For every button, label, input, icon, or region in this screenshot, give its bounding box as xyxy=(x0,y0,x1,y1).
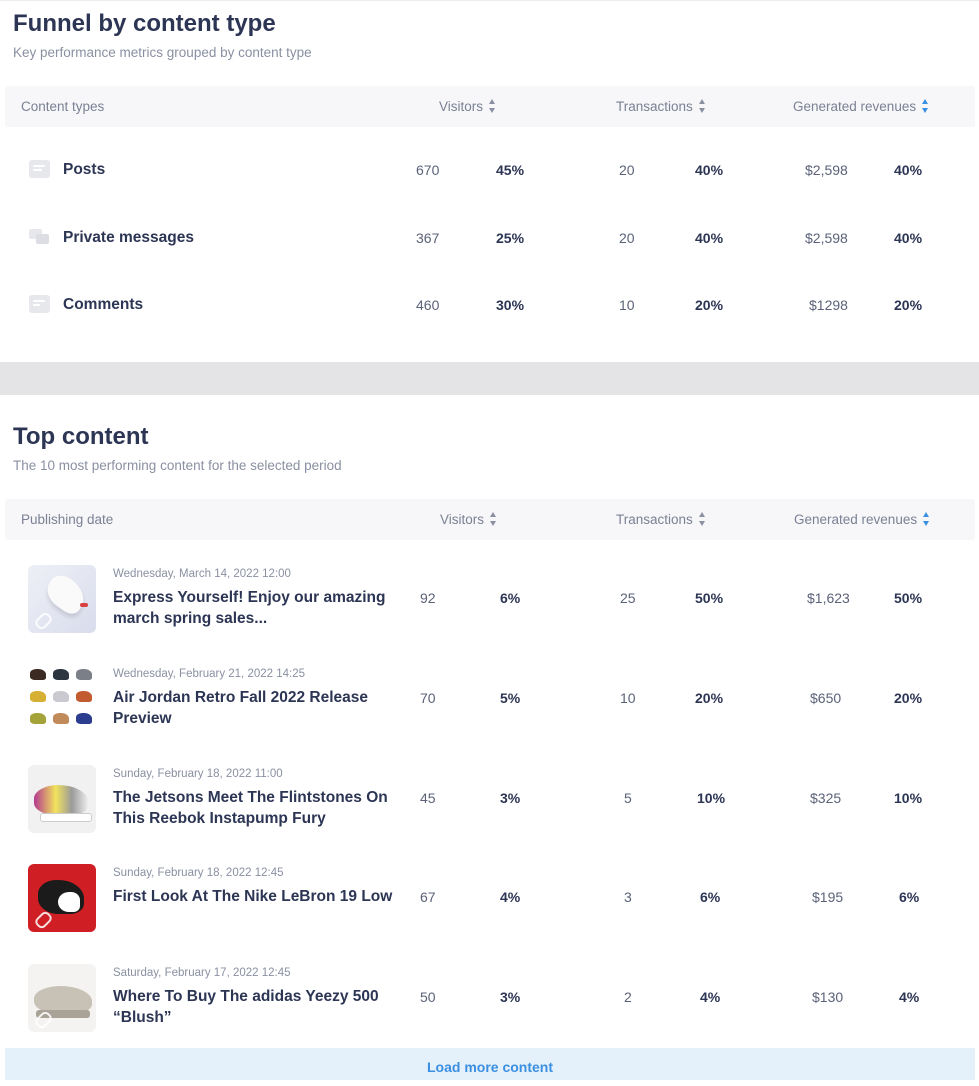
content-title[interactable]: Where To Buy The adidas Yeezy 500 “Blush” xyxy=(113,988,379,1026)
funnel-row-comments[interactable] xyxy=(0,291,979,321)
publishing-date: Wednesday, March 14, 2022 12:00 xyxy=(113,568,291,580)
content-row[interactable] xyxy=(0,864,979,934)
header-visitors-label: Visitors xyxy=(440,512,485,527)
funnel-subtitle: Key performance metrics grouped by content type xyxy=(13,45,312,60)
content-title[interactable]: Express Yourself! Enjoy our amazing march spring sales... xyxy=(113,589,386,627)
content-thumbnail[interactable] xyxy=(28,565,96,633)
content-thumbnail[interactable] xyxy=(28,665,96,733)
revenue-value: $195 xyxy=(812,889,844,905)
transactions-percent: 20% xyxy=(695,297,724,313)
content-row[interactable] xyxy=(0,565,979,635)
revenue-value: $1298 xyxy=(809,297,848,313)
sort-active-icon[interactable] xyxy=(923,512,930,526)
header-revenues[interactable] xyxy=(793,86,929,127)
visitors-value: 460 xyxy=(416,297,440,313)
visitors-value: 367 xyxy=(416,230,440,246)
visitors-percent: 4% xyxy=(500,889,521,905)
post-icon xyxy=(29,160,50,178)
revenue-percent: 20% xyxy=(894,297,923,313)
sort-active-icon[interactable] xyxy=(922,99,929,113)
visitors-value: 70 xyxy=(420,690,436,706)
revenue-percent: 6% xyxy=(899,889,920,905)
publishing-date: Sunday, February 18, 2022 12:45 xyxy=(113,867,284,879)
publishing-date: Saturday, February 17, 2022 12:45 xyxy=(113,967,291,979)
visitors-value: 92 xyxy=(420,590,436,606)
funnel-table-header xyxy=(5,86,975,127)
content-row[interactable] xyxy=(0,964,979,1034)
header-transactions-label: Transactions xyxy=(616,99,693,114)
visitors-percent: 45% xyxy=(496,162,525,178)
transactions-percent: 50% xyxy=(695,590,724,606)
revenue-percent: 10% xyxy=(894,790,923,806)
transactions-value: 2 xyxy=(624,989,632,1005)
transactions-value: 10 xyxy=(619,297,635,313)
revenue-value: $1,623 xyxy=(807,590,850,606)
private-message-icon xyxy=(29,228,50,246)
visitors-percent: 3% xyxy=(500,989,521,1005)
revenue-percent: 40% xyxy=(894,162,923,178)
header-visitors[interactable] xyxy=(439,86,496,127)
transactions-value: 10 xyxy=(620,690,636,706)
content-type-name: Posts xyxy=(63,161,106,178)
content-thumbnail[interactable] xyxy=(28,864,96,932)
visitors-percent: 6% xyxy=(500,590,521,606)
content-row[interactable] xyxy=(0,665,979,735)
funnel-panel xyxy=(0,0,979,363)
content-type-name: Comments xyxy=(63,296,144,313)
visitors-percent: 30% xyxy=(496,297,525,313)
header-revenues-label: Generated revenues xyxy=(794,512,918,527)
sort-icon[interactable] xyxy=(699,512,706,526)
revenue-value: $2,598 xyxy=(805,230,848,246)
content-row[interactable] xyxy=(0,765,979,835)
link-icon xyxy=(33,611,54,632)
content-thumbnail[interactable] xyxy=(28,765,96,833)
revenue-value: $650 xyxy=(810,690,842,706)
transactions-value: 3 xyxy=(624,889,632,905)
sort-icon[interactable] xyxy=(489,99,496,113)
header-visitors[interactable] xyxy=(440,499,497,540)
content-title[interactable]: Air Jordan Retro Fall 2022 Release Preview xyxy=(113,689,369,727)
load-more-button[interactable]: Load more content xyxy=(5,1048,975,1080)
visitors-percent: 5% xyxy=(500,690,521,706)
publishing-date: Sunday, February 18, 2022 11:00 xyxy=(113,768,283,780)
transactions-percent: 6% xyxy=(700,889,721,905)
top-content-title: Top content xyxy=(13,423,149,450)
content-title[interactable]: The Jetsons Meet The Flintstones On This Reebok Instapump Fury xyxy=(113,789,388,827)
visitors-percent: 25% xyxy=(496,230,525,246)
transactions-percent: 10% xyxy=(697,790,726,806)
header-revenues[interactable] xyxy=(794,499,930,540)
header-publishing-date: Publishing date xyxy=(21,512,114,527)
transactions-percent: 4% xyxy=(700,989,721,1005)
section-divider xyxy=(0,362,979,395)
publishing-date: Wednesday, February 21, 2022 14:25 xyxy=(113,668,306,680)
revenue-value: $130 xyxy=(812,989,844,1005)
sort-icon[interactable] xyxy=(699,99,706,113)
visitors-value: 670 xyxy=(416,162,440,178)
header-visitors-label: Visitors xyxy=(439,99,484,114)
funnel-row-private-messages[interactable] xyxy=(0,224,979,254)
revenue-value: $2,598 xyxy=(805,162,848,178)
transactions-percent: 20% xyxy=(695,690,724,706)
top-content-subtitle: The 10 most performing content for the selected period xyxy=(13,458,342,473)
visitors-percent: 3% xyxy=(500,790,521,806)
funnel-title: Funnel by content type xyxy=(13,10,276,37)
funnel-row-posts[interactable] xyxy=(0,156,979,186)
revenue-percent: 40% xyxy=(894,230,923,246)
revenue-value: $325 xyxy=(810,790,842,806)
content-type-name: Private messages xyxy=(63,229,194,246)
top-content-table-header xyxy=(5,499,975,540)
transactions-percent: 40% xyxy=(695,162,724,178)
revenue-percent: 4% xyxy=(899,989,920,1005)
header-content-types: Content types xyxy=(21,99,105,114)
visitors-value: 50 xyxy=(420,989,436,1005)
transactions-value: 5 xyxy=(624,790,632,806)
header-transactions[interactable] xyxy=(616,499,706,540)
content-title[interactable]: First Look At The Nike LeBron 19 Low xyxy=(113,888,393,905)
header-transactions-label: Transactions xyxy=(616,512,693,527)
visitors-value: 45 xyxy=(420,790,436,806)
transactions-percent: 40% xyxy=(695,230,724,246)
transactions-value: 20 xyxy=(619,162,635,178)
content-thumbnail[interactable] xyxy=(28,964,96,1032)
header-transactions[interactable] xyxy=(616,86,706,127)
visitors-value: 67 xyxy=(420,889,436,905)
revenue-percent: 50% xyxy=(894,590,923,606)
transactions-value: 25 xyxy=(620,590,636,606)
header-revenues-label: Generated revenues xyxy=(793,99,917,114)
transactions-value: 20 xyxy=(619,230,635,246)
revenue-percent: 20% xyxy=(894,690,923,706)
comment-icon xyxy=(29,295,50,313)
sort-icon[interactable] xyxy=(490,512,497,526)
